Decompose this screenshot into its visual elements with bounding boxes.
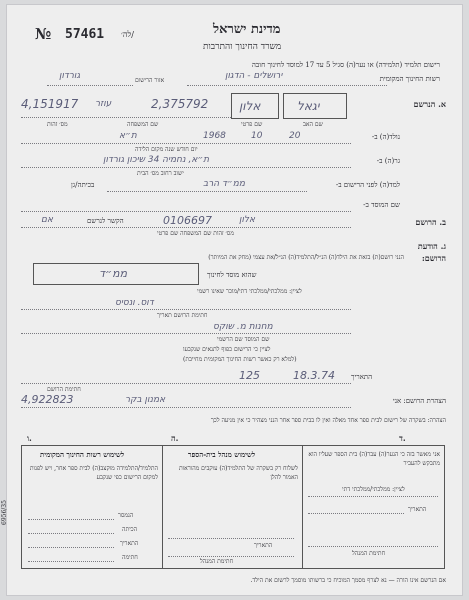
- code-name: אמנון בקר: [125, 395, 166, 405]
- area-value: גורדון: [59, 71, 81, 81]
- surname: עוזר: [95, 99, 112, 109]
- code-value: 4,922823: [21, 393, 74, 406]
- d-note: לציין: ממלכתי/ממלכתי דתי: [342, 486, 405, 493]
- d-title: אני מאשר בזה כי הנער(ה) עבר(ה) בית הספר שעליו הוא מתבקש להעביר: [308, 451, 440, 467]
- e-text: לשלוח רק בשקרה של התלמיד(ה) עוקבים מהוראות האמור להלן: [178, 465, 298, 481]
- registration-form: [1, 4, 463, 596]
- col-caption-2: שם פרטי: [241, 121, 263, 128]
- address-value: ת״א, נחמיה 34 שיכון גורדון: [103, 155, 210, 165]
- authority-label: רשות החינוך המקומית: [379, 75, 440, 83]
- fee-label: התאריך: [351, 373, 373, 381]
- school-suffix: שהוא מוסד לחינוך: [207, 271, 257, 279]
- grade-caption: (למלא רק כאשר רשות החינוך המקומית מחייבת): [183, 356, 297, 363]
- side-code: 6956/35: [1, 500, 8, 525]
- signature-caption: לציין כי הרישום כפוף לתנאים שנקבעו: [183, 346, 271, 353]
- col-caption-3: שם האב: [303, 121, 323, 128]
- registrar-text: הנני רושם(ת) בזאת את הילד(ה) הנ״ל/התלמיד(ה) הנ״ל/את עצמי (מחק את המיותר): [208, 254, 404, 261]
- registrar-label: הרושם:: [421, 253, 446, 263]
- relation-value: אם: [41, 215, 53, 225]
- born-place: ת״א: [119, 131, 137, 141]
- f-text: התלמיד/התלמידה מוקצב(ה) לבית ספר אחר, ויש לפנות למקום הרישום כפי שנקבע: [29, 465, 158, 481]
- f-row-1: הכיתה: [122, 526, 138, 533]
- born-month: 10: [251, 131, 263, 141]
- f-row-0: הנמסר: [118, 512, 134, 519]
- section-b-caption: מס׳ זהות שם המשפחה שם פרטי: [157, 230, 234, 237]
- date-sign-caption: חתימת הרושם תאריך: [157, 312, 208, 319]
- relation-label: הקשר לנרשם: [87, 217, 124, 225]
- prev-school-suffix: בכיתה/גן: [71, 181, 95, 189]
- d-sign: חתימת המנהל: [352, 550, 386, 557]
- born-label: נולד(ה) ב-: [371, 133, 400, 141]
- col-v-label: ו.: [27, 433, 32, 443]
- school-name-caption: שם המוסד שם הרשמי: [217, 336, 270, 343]
- col-d-label: ד.: [399, 433, 406, 443]
- state-title: מדינת ישראל: [213, 22, 281, 37]
- e-sign: חתימת המנהל: [200, 558, 234, 565]
- guardian-line: שם המוסד ב-: [363, 201, 400, 209]
- section-b-label: ב. הרושם: [415, 217, 446, 227]
- school-caption: לציין: ממלכתי/ממלכתי דתי/מוכר שאינו רשמי: [197, 288, 302, 295]
- to-label: לה׳/: [121, 30, 134, 39]
- cashier-label: חתימת הרושם: [47, 386, 81, 393]
- born-year: 1968: [203, 131, 226, 141]
- fee-value: 125: [239, 369, 260, 382]
- ministry-title: משרד החינוך והתרבות: [203, 42, 282, 52]
- section-a-label: א. הנרשם: [413, 99, 446, 109]
- e-title: לשימוש מנהל בית-הספר: [188, 450, 256, 459]
- id-number: 4,151917: [21, 97, 79, 111]
- address-label: גר(ה) ב-: [376, 157, 400, 165]
- e-date: התאריך: [254, 542, 273, 549]
- col-caption-0: מס׳ זהות: [47, 121, 68, 128]
- prev-school-value: ממ״ד הרב: [203, 179, 245, 189]
- col-h-label: ה.: [171, 433, 179, 443]
- fee-date: 18.3.74: [293, 369, 335, 382]
- bottom-table: [21, 445, 445, 569]
- authority-value: ירושלים - הדגון: [225, 71, 283, 81]
- father-id: 2,375792: [151, 97, 209, 111]
- code-label: הצהרת הרושם: אני: [392, 397, 446, 405]
- declaration: הצהרה: בשקרה של רישום לבית ספר אחד מאלה ואין לו בבית ספר אחר הנני מצהיר כי אין מניעה לכך: [210, 417, 446, 424]
- d-date: התאריך: [408, 506, 427, 513]
- born-day: 20: [289, 131, 301, 141]
- school-type: ממ״ד: [99, 267, 128, 280]
- given-name: יגאל: [297, 99, 320, 113]
- col-caption-1: שם המשפחה: [127, 121, 159, 128]
- family-name: אלון: [239, 99, 261, 113]
- section-c-label: ג. הודעת: [417, 241, 446, 251]
- area-label: אזור הרישום: [135, 77, 165, 84]
- f-row-3: חתימה: [122, 554, 138, 561]
- registrar-name: אלון: [239, 215, 256, 225]
- address-caption: ישוב רחוב מס׳ הבית: [137, 170, 184, 177]
- serial-number: 57461: [65, 27, 105, 42]
- signature: דוס. ונסיס: [115, 298, 154, 308]
- intro-line: רישום תלמיד (תלמידה) או נער(ה) סגיל 5 עד 17 למוסד לחינוך חובה: [251, 61, 440, 69]
- prev-school-label: למד(ה) לפני הרישום ב-: [335, 181, 400, 189]
- school-name: מחנות מ. שוקס: [213, 322, 273, 332]
- f-row-2: התאריך: [120, 540, 139, 547]
- registrar-id: 0106697: [163, 214, 212, 227]
- f-title: לשימוש רשות החינוך המקומית: [40, 450, 125, 459]
- birth-caption: יום חודש שנה מקום הלידה: [135, 146, 198, 153]
- footer-note: אם הנרשם אינו הורה — נא לצרף מסמך המוכיח כי ברשותו מוסמך לרשום את הילד.: [250, 577, 446, 584]
- serial-label: №: [35, 25, 52, 43]
